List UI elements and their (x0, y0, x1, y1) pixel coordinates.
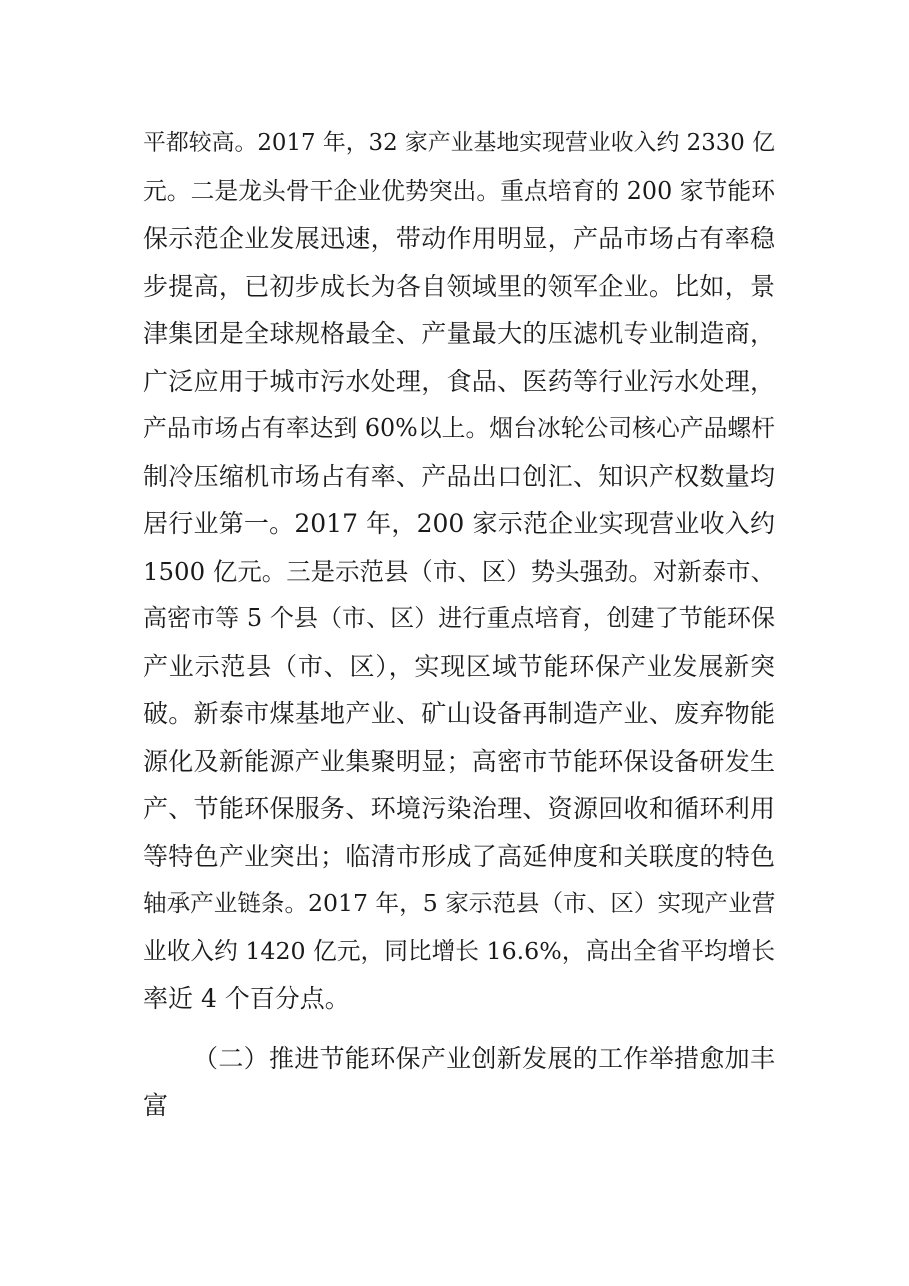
paragraph-line: 等特色产业突出；临清市形成了高延伸度和关联度的特色 (143, 841, 775, 871)
section-heading (143, 1035, 775, 1130)
paragraph-line: 1500 亿元。三是示范县（市、区）势头强劲。对新泰市、 (143, 556, 775, 586)
paragraph-line: 广泛应用于城市污水处理，食品、医药等行业污水处理， (143, 366, 775, 396)
paragraph-line: 津集团是全球规格最全、产量最大的压滤机专业制造商， (143, 319, 775, 348)
paragraph-gap (143, 1023, 775, 1035)
paragraph-line: 源化及新能源产业集聚明显；高密市节能环保设备研发生 (143, 746, 775, 776)
paragraph-line: 元。二是龙头骨干企业优势突出。重点培育的 200 家节能环 (143, 176, 775, 205)
paragraph-line: 制冷压缩机市场占有率、产品出口创汇、知识产权数量均 (143, 461, 775, 491)
paragraph-line: 轴承产业链条。2017 年，5 家示范县（市、区）实现产业营 (143, 889, 776, 917)
heading-line: 富 (143, 1091, 169, 1120)
paragraph-line: 平都较高。2017 年，32 家产业基地实现营业收入约 2330 亿 (143, 130, 775, 156)
paragraph-line: 保示范企业发展迅速，带动作用明显，产品市场占有率稳 (143, 224, 775, 253)
paragraph-line: 率近 4 个百分点。 (143, 984, 350, 1013)
document-body (143, 120, 775, 1130)
paragraph-line: 高密市等 5 个县（市、区）进行重点培育，创建了节能环保 (143, 604, 775, 632)
heading-line: （二）推进节能环保产业创新发展的工作举措愈加丰 (193, 1043, 775, 1073)
paragraph-line: 业收入约 1420 亿元，同比增长 16.6%，高出全省平均增长 (143, 936, 775, 965)
paragraph (143, 120, 775, 1023)
paragraph-line: 步提高，已初步成长为各自领域里的领军企业。比如，景 (143, 271, 775, 301)
paragraph-line: 产、节能环保服务、环境污染治理、资源回收和循环利用 (143, 794, 775, 823)
paragraph-line: 破。新泰市煤基地产业、矿山设备再制造产业、废弃物能 (143, 699, 775, 728)
paragraph-line: 产品市场占有率达到 60%以上。烟台冰轮公司核心产品螺杆 (143, 414, 775, 442)
paragraph-line: 居行业第一。2017 年，200 家示范企业实现营业收入约 (143, 509, 775, 538)
paragraph-line: 产业示范县（市、区），实现区域节能环保产业发展新突 (143, 651, 775, 681)
